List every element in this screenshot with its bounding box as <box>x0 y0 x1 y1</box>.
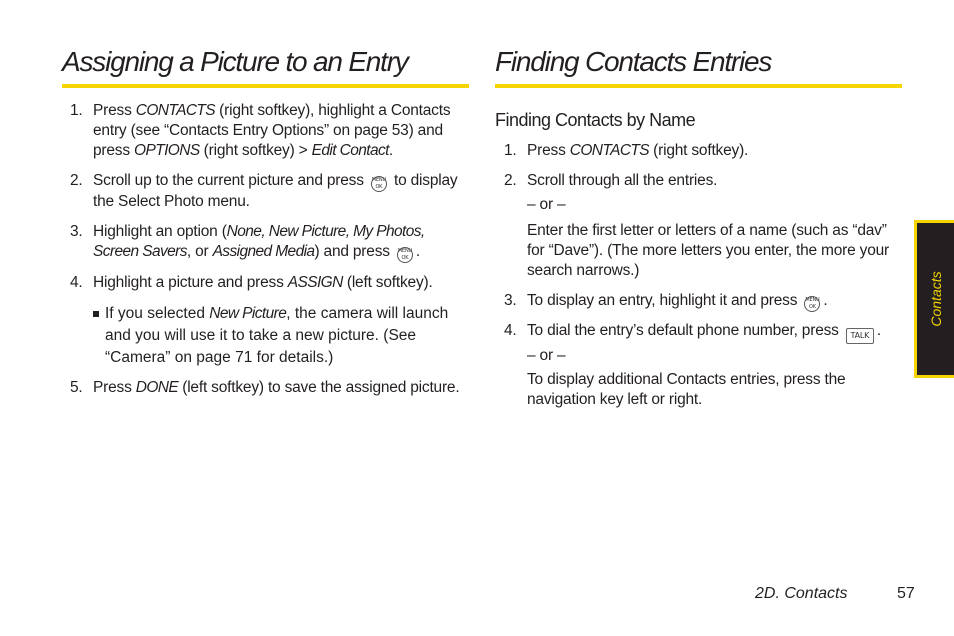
step-3: 3. To display an entry, highlight it and press MENU OK . <box>504 292 828 310</box>
bullet-square-icon <box>93 311 99 317</box>
step-4: 4. Highlight a picture and press ASSIGN (left softkey). <box>70 274 433 291</box>
step-1: 1. Press CONTACTS (right softkey). <box>504 142 749 159</box>
footer-section-name: 2D. Contacts <box>755 585 848 602</box>
title-underline <box>495 84 902 88</box>
chapter-side-tab <box>914 220 954 378</box>
step-2: 2. Scroll through all the entries. – or – Enter the first letter or letters of a name (such as “dav” for “Dave”). (The more letters you enter, the more your search narrows.) <box>504 172 889 279</box>
talk-key-icon: TALK <box>846 328 874 344</box>
step-3: 3. Highlight an option (None, New Picture, My Photos, Screen Savers, or Assigned Media) and press MENU OK . <box>70 223 425 261</box>
side-tab-label: Contacts <box>927 271 944 327</box>
menu-ok-key-icon: MENU OK <box>805 297 820 310</box>
subheading-by-name: Finding Contacts by Name <box>495 110 696 130</box>
step-2: 2. Scroll up to the current picture and press MENU OK to display the Select Photo menu. <box>70 172 458 210</box>
menu-ok-key-icon: MENU OK <box>397 248 412 261</box>
step-4: 4. To dial the entry’s default phone number, press TALK . – or – To display additional Contacts entries, press the navigation key left or right. <box>504 322 881 408</box>
step-5: 5. Press DONE (left softkey) to save the assigned picture. <box>70 379 460 396</box>
find-contacts-steps <box>495 141 902 410</box>
title-underline <box>62 84 469 88</box>
new-picture-note: If you selected New Picture, the camera will launch and you will use it to take a new picture. (See “Camera” on page 71 for details.) <box>62 303 469 369</box>
assign-picture-steps <box>62 101 469 398</box>
menu-ok-key-icon: MENU OK <box>371 177 386 190</box>
section-title-assigning-picture: Assigning a Picture to an Entry <box>62 46 408 77</box>
step-1: 1. Press CONTACTS (right softkey), highlight a Contacts entry (see “Contacts Entry Options” on page 53) and press OPTIONS (right softkey) > Edit Contact. <box>70 102 451 159</box>
footer-page-number: 57 <box>897 585 915 602</box>
section-title-finding-contacts: Finding Contacts Entries <box>495 46 772 77</box>
